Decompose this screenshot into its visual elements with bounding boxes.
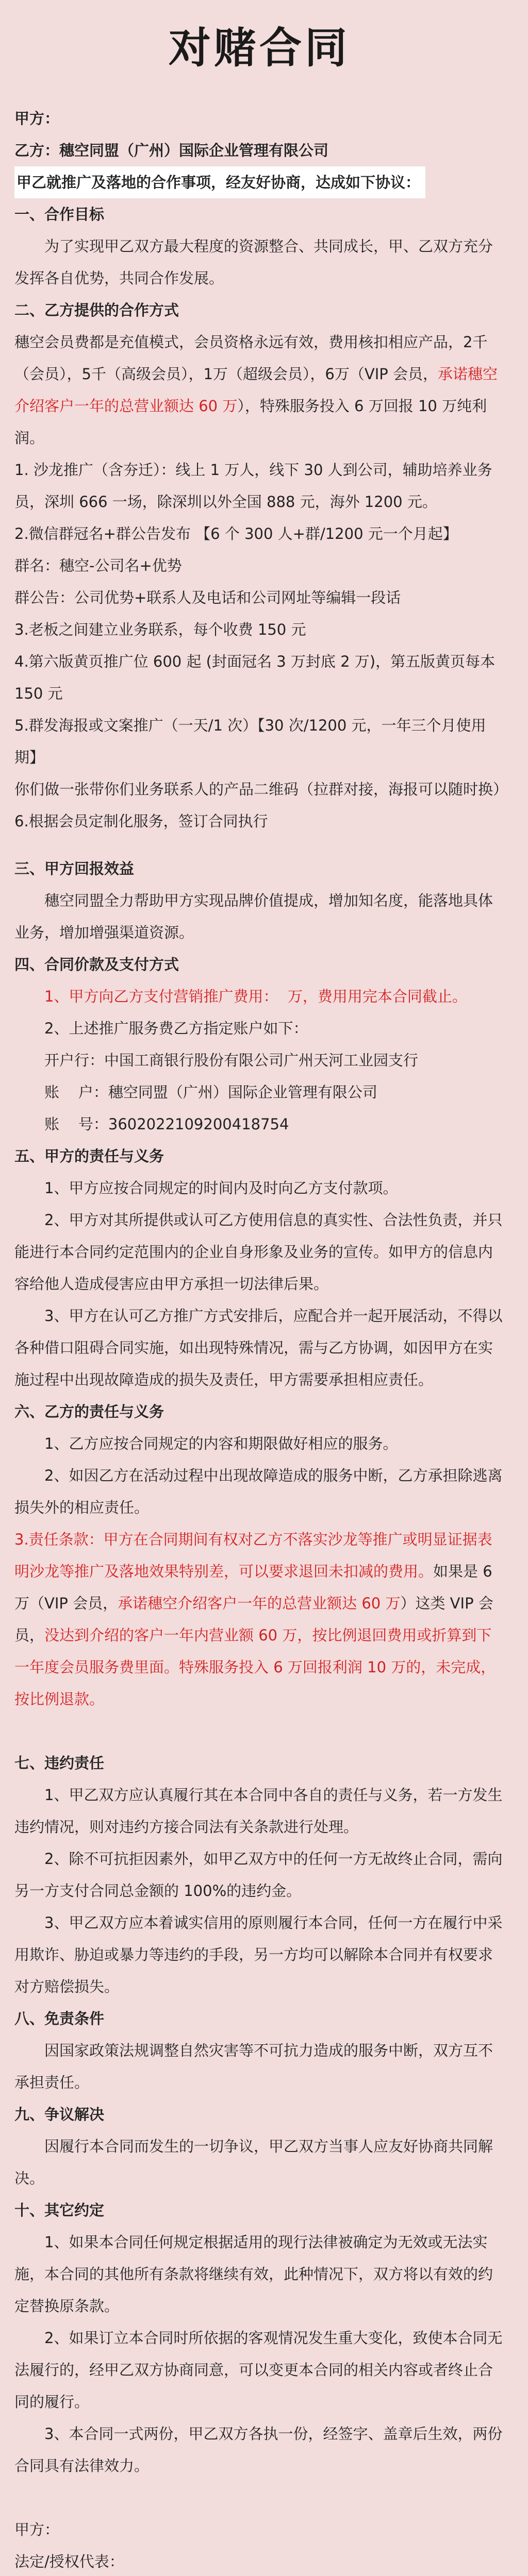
party-b-line: 乙方：穗空同盟（广州）国际企业管理有限公司 (14, 142, 329, 159)
section-2-item: 群公告：公司优势+联系人及电话和公司网址等编辑一段话 (14, 589, 401, 606)
liability-clause-e: 没达到介绍的客户一年内营业额 60 万，按比例退回费用或折算到下一年度会员服务费里面。 (14, 1626, 492, 1676)
intro-highlight: 甲乙就推广及落地的合作事项，经友好协商，达成如下协议： (14, 166, 425, 198)
liability-clause-g: 特殊服务投入 6 万回报利润 10 万的，未完成，按比例退款。 (14, 1658, 496, 1708)
section-6-heading: 六、乙方的责任与义务 (14, 1403, 164, 1420)
section-2-body-red: 承诺穗空介绍客户一年的总营业额达 60 万 (14, 365, 498, 415)
section-2-item: 群名：穗空-公司名+优势 (14, 557, 182, 574)
section-10-item-2: 2、如果订立本合同时所依据的客观情况发生重大变化，致使本合同无法履行的，经甲乙双方协商同意，可以变更本合同的相关内容或者终止合同的履行。 (14, 2329, 503, 2411)
liability-clause-a: 3.责任条款：甲方在合同期间有权对乙方不落实沙龙等推广或明显证据表明沙龙等推广及落地效果特别差，可以要求退回未扣减的费用。 (14, 1531, 492, 1580)
liability-clause-d: ）这类 VIP 会员， (14, 1595, 493, 1644)
section-10-item-3: 3、本合同一式两份，甲乙双方各执一份，经签字、盖章后生效，两份合同具有法律效力。 (14, 2425, 503, 2475)
section-2-body (14, 326, 504, 454)
section-2-item: 6.根据会员定制化服务，签订合同执行 (14, 812, 268, 830)
bank-name-line: 开户行：中国工商银行股份有限公司广州天河工业园支行 (44, 1052, 419, 1069)
section-5-item-1: 1、甲方应按合同规定的时间内及时向乙方支付款项。 (44, 1179, 398, 1197)
section-2-heading: 二、乙方提供的合作方式 (14, 301, 179, 319)
section-2-item: 5.群发海报或文案推广（一天/1 次）【30 次/1200 元，一年三个月使用期】 (14, 717, 486, 766)
section-1-body: 为了实现甲乙双方最大程度的资源整合、共同成长，甲、乙双方充分发挥各自优势，共同合作发展。 (14, 238, 493, 287)
section-2-item: 3.老板之间建立业务联系，每个收费 150 元 (14, 621, 306, 638)
section-7-item-2: 2、除不可抗拒因素外，如甲乙双方中的任何一方无故终止合同，需向另一方支付合同总金额的 100%的违约金。 (14, 1850, 503, 1900)
section-4-heading: 四、合同价款及支付方式 (14, 956, 179, 973)
section-5-heading: 五、甲方的责任与义务 (14, 1147, 164, 1165)
section-8-body: 因国家政策法规调整自然灾害等不可抗力造成的服务中断，双方互不承担责任。 (14, 2042, 493, 2091)
section-9-body: 因履行本合同而发生的一切争议，甲乙双方当事人应友好协商共同解决。 (14, 2138, 493, 2187)
section-2-body-a: 穗空会员费都是充值模式，会员资格永远有效，费用核扣相应产品，2千（会员），5千（高级会员），1万（超级会员），6万（VIP 会员， (14, 333, 488, 383)
section-8-heading: 八、免责条件 (14, 2010, 105, 2027)
section-3-body: 穗空同盟全力帮助甲方实现品牌价值提成，增加知名度，能落地具体业务，增加增强渠道资源。 (14, 892, 493, 941)
section-2-item: 4.第六版黄页推广位 600 起 (封面冠名 3 万封底 2 万)，第五版黄页每本 150 元 (14, 653, 500, 702)
party-a-line: 甲方： (14, 110, 60, 127)
document-title: 对赌合同 (168, 24, 350, 73)
section-5-item-2: 2、甲方对其所提供或认可乙方使用信息的真实性、合法性负责，并只能进行本合同约定范围内的企业自身形象及业务的宣传。如甲方的信息内容给他人造成侵害应由甲方承担一切法律后果。 (14, 1211, 503, 1293)
signature-party-a-rep: 法定/授权代表： (14, 2553, 124, 2570)
section-7-heading: 七、违约责任 (14, 1754, 105, 1772)
section-5-item-3: 3、甲方在认可乙方推广方式安排后，应配合并一起开展活动，不得以各种借口阻碍合同实施，如出现特殊情况，需与乙方协调，如因甲方在实施过程中出现故障造成的损失及责任，甲方需要承担相应责任。 (14, 1307, 503, 1388)
section-10-item-1: 1、如果本合同任何规定根据适用的现行法律被确定为无效或无法实施，本合同的其他所有条款将继续有效，此种情况下，双方将以有效的约定替换原条款。 (14, 2233, 493, 2315)
liability-clause-c: 承诺穗空介绍客户一年的总营业额达 60 万 (118, 1595, 401, 1612)
section-3-heading: 三、甲方回报效益 (14, 860, 135, 877)
section-2-item: 你们做一张带你们业务联系人的产品二维码（拉群对接，海报可以随时换） (14, 781, 508, 798)
section-4-item-2: 2、上述推广服务费乙方指定账户如下： (44, 1020, 308, 1037)
account-number-line: 账 号：3602022109200418754 (44, 1115, 289, 1133)
section-1-heading: 一、合作目标 (14, 206, 105, 223)
account-name-line: 账 户：穗空同盟（广州）国际企业管理有限公司 (44, 1083, 377, 1101)
signature-party-a: 甲方： (14, 2521, 60, 2538)
section-7-item-1: 1、甲乙双方应认真履行其在本合同中各自的责任与义务，若一方发生违约情况，则对违约方接合同法有关条款进行处理。 (14, 1786, 503, 1836)
section-6-item-1: 1、乙方应按合同规定的内容和期限做好相应的服务。 (44, 1435, 398, 1452)
section-7-item-3: 3、甲乙双方应本着诚实信用的原则履行本合同，任何一方在履行中采用欺诈、胁迫或暴力等违约的手段，另一方均可以解除本合同并有权要求对方赔偿损失。 (14, 1914, 503, 1995)
section-6-item-2: 2、如因乙方在活动过程中出现故障造成的服务中断，乙方承担除逃离损失外的相应责任。 (14, 1467, 503, 1516)
section-2-body-b: ），特殊服务投入 6 万回报 10 万纯利润。 (14, 397, 487, 447)
section-2-item: 2.微信群冠名+群公告发布 【6 个 300 人+群/1200 元一个月起】 (14, 525, 458, 543)
section-2-item: 1. 沙龙推广（含夯迁）：线上 1 万人，线下 30 人到公司，辅助培养业务员，深圳 666 一场，除深圳以外全国 888 元，海外 1200 元。 (14, 461, 492, 511)
section-9-heading: 九、争议解决 (14, 2106, 105, 2123)
section-4-item-1: 1、甲方向乙方支付营销推广费用： 万，费用用完本合同截止。 (44, 988, 467, 1005)
section-6-item-3 (14, 1523, 504, 1715)
section-10-heading: 十、其它约定 (14, 2201, 105, 2219)
liability-clause-b: 如果是 6 万（VIP 会员， (14, 1563, 497, 1612)
